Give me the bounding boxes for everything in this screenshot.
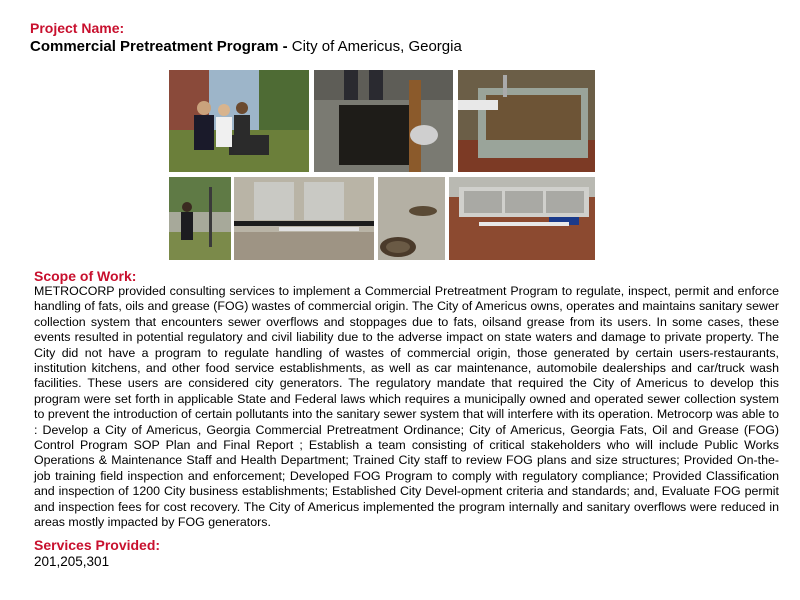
services-codes: 201,205,301 bbox=[34, 554, 110, 569]
project-title bbox=[30, 38, 462, 55]
project-title-location: City of Americus, Georgia bbox=[287, 38, 462, 55]
grease-trap-photo bbox=[458, 70, 595, 172]
manhole-cover-photo bbox=[378, 177, 445, 260]
services-provided-label: Services Provided: bbox=[34, 537, 161, 553]
manhole-inspection-photo bbox=[314, 70, 453, 172]
scope-of-work-text: METROCORP provided consulting services to implement a Commercial Pretreatment Program to regulate, inspect, permit and enforce handling of fats, oils and grease (FOG) wastes of commercial origin. The City of Americus owns, operates and maintains sanitary sewer collection system that encounters sewer overflows and stoppages due to fats, oilsand grease from its users. In some cases, these events resulted in potential regulatory and civil liability due to the adverse impact on state waters and damage to private property. The City did not have a program to regulate handling of wastes of commercial origin, those generated by certain users-restaurants, institution kitchens, and other food service establishments, as well as car maintenance, automobile dealerships and car/truck wash facilities. These users are considered city generators. The regulatory mandate that required the City of Americus to develop this program were set forth in applicable State and Federal laws which requires a municipally owned and operated sewer collection system to prevent the introduction of certain pollutants into the sanitary sewer system that will interfere with its operation. Metrocorp was able to : Develop a City of Americus, Georgia Commercial Pretreatment Ordinance; City of Americus, Georgia Fats, Oil and Grease (FOG) Control Program SOP Plan and Final Report ; Establish a team consisting of critical stakeholders who will include Public Works Operations & Maintenance Staff and Health Department; Trained City staff to review FOG plans and size structures; Provided On-the-job training field inspection and enforcement; Developed FOG Program to comply with regulatory compliance; Provided Classification and inspection of 1200 City business establishments; Established City Devel-opment criteria and standards; and, Evaluate FOG permit and inspection fees for cost recovery. The City of Americus implemented the program internally and sanitary overflows were reduced in areas mostly impacted by FOG generators. bbox=[34, 284, 779, 530]
team-photo bbox=[169, 70, 309, 172]
project-title-bold: Commercial Pretreatment Program - bbox=[30, 38, 288, 55]
triple-sink-photo bbox=[449, 177, 595, 260]
stainless-sinks-photo bbox=[234, 177, 374, 260]
field-worker-photo bbox=[169, 177, 231, 260]
scope-of-work-label: Scope of Work: bbox=[34, 268, 137, 284]
project-name-label: Project Name: bbox=[30, 20, 125, 36]
